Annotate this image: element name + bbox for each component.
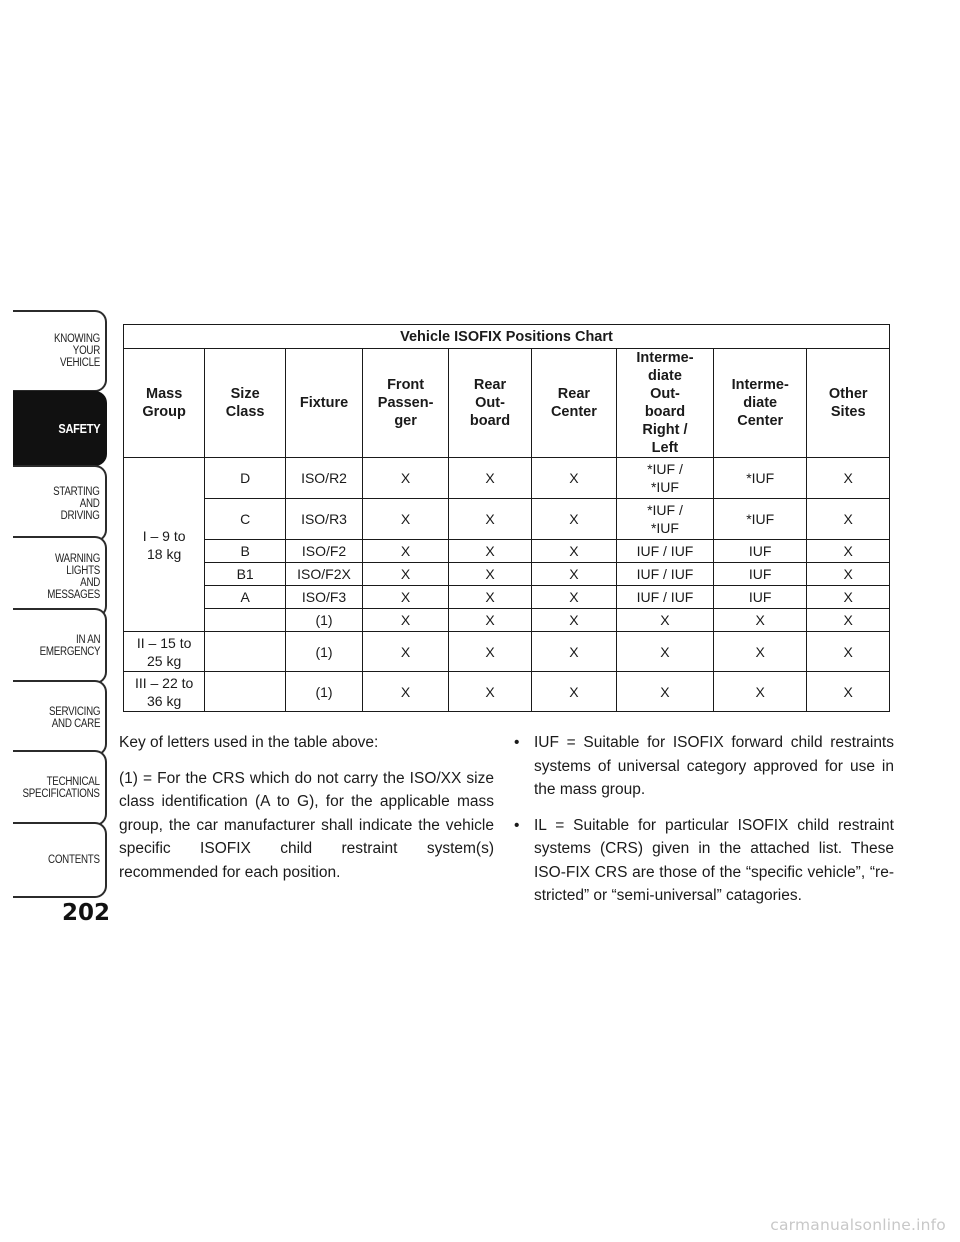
page-number: 202 (61, 900, 110, 926)
col-header-fixture: Fixture (286, 349, 363, 458)
col-header-rear-outboard: Rear Out- board (449, 349, 532, 458)
table-cell: (1) (286, 632, 363, 672)
table-row (124, 499, 890, 540)
col-header-other-sites: Other Sites (807, 349, 890, 458)
table-row (124, 632, 890, 672)
table-cell: X (531, 609, 616, 632)
key-intro: Key of letters used in the table above: (119, 734, 379, 751)
tab-label: SERVICING AND CARE (48, 706, 100, 730)
table-cell: X (531, 563, 616, 586)
table-cell: X (713, 609, 806, 632)
table-cell: X (363, 586, 449, 609)
table-cell: X (449, 632, 532, 672)
table-cell: B1 (205, 563, 286, 586)
tab-safety[interactable] (13, 391, 107, 466)
table-cell: X (363, 609, 449, 632)
table-cell (205, 609, 286, 632)
table-cell: X (531, 586, 616, 609)
mass-group-cell: III – 22 to 36 kg (124, 672, 205, 712)
table-cell: X (449, 609, 532, 632)
table-cell: X (363, 672, 449, 712)
definitions-column (514, 731, 894, 920)
table-cell: X (363, 540, 449, 563)
table-cell: X (531, 672, 616, 712)
table-cell: X (616, 609, 713, 632)
table-cell: X (363, 499, 449, 540)
table-row (124, 540, 890, 563)
table-row (124, 563, 890, 586)
mass-group-cell: II – 15 to 25 kg (124, 632, 205, 672)
tab-technical-specifications[interactable] (13, 750, 107, 826)
col-header-mass-group: Mass Group (124, 349, 205, 458)
table-cell: X (807, 563, 890, 586)
table-cell: ISO/F2 (286, 540, 363, 563)
table-cell: X (531, 458, 616, 499)
tab-label: TECHNICAL SPECIFICATIONS (22, 776, 100, 800)
table-cell: X (713, 632, 806, 672)
table-cell: *IUF / *IUF (616, 458, 713, 499)
table-cell: X (807, 609, 890, 632)
table-cell: X (449, 458, 532, 499)
table-cell: X (363, 563, 449, 586)
table-cell: IUF (713, 563, 806, 586)
table-cell: X (616, 672, 713, 712)
table-cell: X (363, 458, 449, 499)
table-cell: ISO/F3 (286, 586, 363, 609)
tab-contents[interactable] (13, 822, 107, 898)
tab-servicing-and-care[interactable] (13, 680, 107, 756)
table-cell: X (449, 586, 532, 609)
table-cell: (1) (286, 672, 363, 712)
bullet-icon: • (514, 734, 520, 751)
tab-label: SAFETY (57, 420, 100, 436)
definition-il (514, 814, 894, 908)
tab-starting-and-driving[interactable] (13, 465, 107, 542)
table-cell: X (807, 458, 890, 499)
table-cell: X (807, 499, 890, 540)
tab-label: WARNING LIGHTS AND MESSAGES (47, 553, 100, 601)
watermark: carmanualsonline.info (770, 1216, 946, 1234)
tab-knowing-your-vehicle[interactable] (13, 310, 107, 392)
definition-iuf (514, 731, 894, 802)
table-cell: X (807, 540, 890, 563)
col-header-front-passenger: Front Passen- ger (363, 349, 449, 458)
table-cell: *IUF (713, 458, 806, 499)
table-cell: IUF / IUF (616, 563, 713, 586)
isofix-positions-chart (123, 324, 890, 712)
table-cell: X (531, 499, 616, 540)
table-cell: *IUF (713, 499, 806, 540)
table-cell: X (449, 672, 532, 712)
tab-warning-lights-and-messages[interactable] (13, 536, 107, 618)
table-title: Vehicle ISOFIX Positions Chart (124, 325, 890, 349)
col-header-intermediate-center: Interme- diate Center (713, 349, 806, 458)
table-cell: IUF (713, 586, 806, 609)
table-cell: (1) (286, 609, 363, 632)
table-cell: X (531, 632, 616, 672)
definition-text: IUF = Suitable for ISOFIX forward child restraints systems of universal category approved for use in the mass group. (534, 734, 894, 798)
tab-label: CONTENTS (48, 854, 100, 866)
table-cell (205, 672, 286, 712)
col-header-rear-center: Rear Center (531, 349, 616, 458)
table-cell: B (205, 540, 286, 563)
table-cell: X (363, 632, 449, 672)
table-cell: IUF / IUF (616, 586, 713, 609)
bullet-icon: • (514, 816, 520, 834)
table-cell: X (449, 540, 532, 563)
tab-label: IN AN EMERGENCY (39, 634, 100, 658)
table-cell: X (807, 632, 890, 672)
table-cell: IUF (713, 540, 806, 563)
table-cell: X (616, 632, 713, 672)
key-column (119, 731, 494, 896)
table-row (124, 609, 890, 632)
table-cell: X (807, 672, 890, 712)
table-cell: X (807, 586, 890, 609)
tab-label: KNOWING YOUR VEHICLE (53, 333, 100, 369)
key-note-1: (1) = For the CRS which do not carry the ISO/XX size class identification (A to G), for the applicable mass group, the car manufacturer shall indicate the vehicle specific ISOFIX child restraint system(s) recommended for each position. (119, 769, 494, 881)
col-header-intermediate-outboard: Interme- diate Out- board Right / Left (616, 349, 713, 458)
table-cell: X (713, 672, 806, 712)
table-cell: X (449, 563, 532, 586)
table-cell: ISO/R2 (286, 458, 363, 499)
table-row (124, 672, 890, 712)
table-cell (205, 632, 286, 672)
col-header-size-class: Size Class (205, 349, 286, 458)
isofix-table (123, 324, 890, 712)
mass-group-cell: I – 9 to 18 kg (124, 458, 205, 632)
table-cell: A (205, 586, 286, 609)
table-cell: IUF / IUF (616, 540, 713, 563)
table-cell: X (449, 499, 532, 540)
tab-label: STARTING AND DRIVING (53, 485, 100, 522)
table-cell: ISO/F2X (286, 563, 363, 586)
table-cell: X (531, 540, 616, 563)
table-cell: D (205, 458, 286, 499)
tab-in-an-emergency[interactable] (13, 608, 107, 684)
table-cell: C (205, 499, 286, 540)
table-cell: *IUF / *IUF (616, 499, 713, 540)
table-row (124, 458, 890, 499)
table-row (124, 586, 890, 609)
definition-text: IL = Suitable for particular ISOFIX child restraint systems (CRS) given in the attached list. These ISO-FIX CRS are those of the “specific vehicle”, “re-stricted” or “semi-universal” catagories. (534, 816, 894, 904)
table-cell: ISO/R3 (286, 499, 363, 540)
